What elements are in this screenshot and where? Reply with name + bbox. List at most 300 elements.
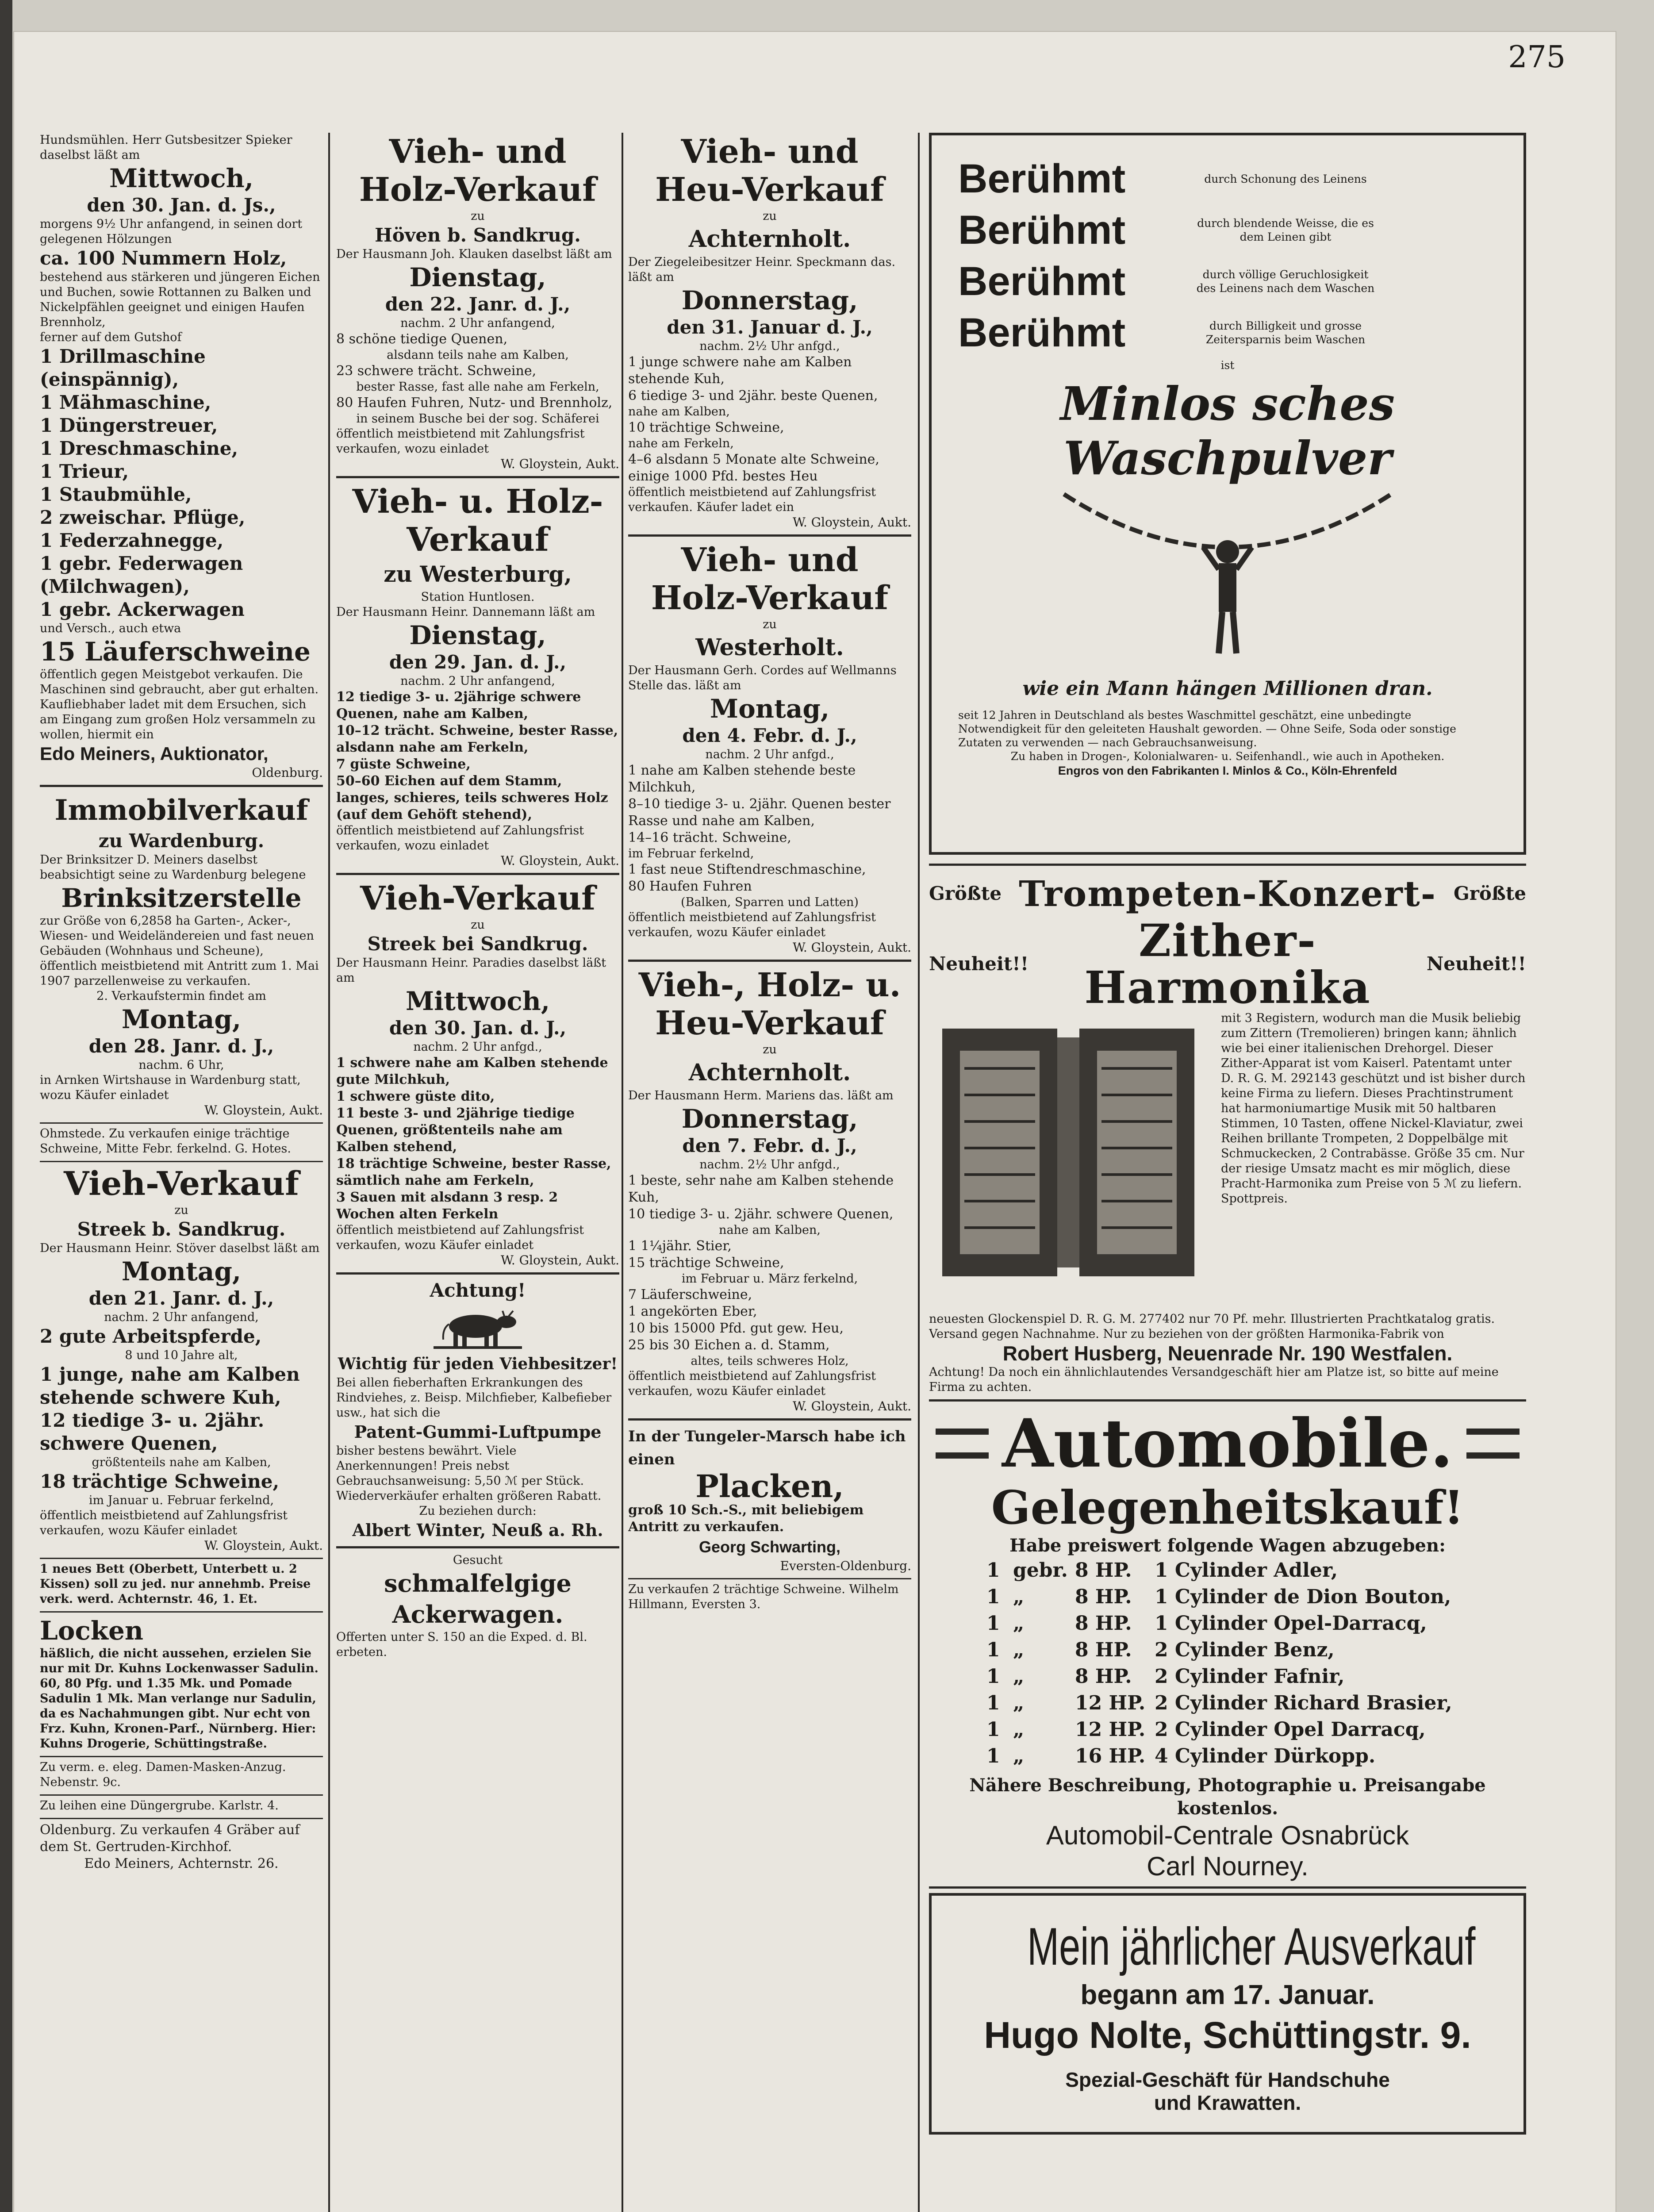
ad-zu: zu	[471, 209, 485, 223]
ad-automobile	[929, 1406, 1526, 1882]
ad-heading: Zither-Harmonika	[1084, 914, 1371, 1014]
ad-day: Donnerstag,	[681, 285, 858, 315]
auto-pre: „	[1013, 1639, 1025, 1661]
ber-ist: ist	[1220, 359, 1235, 372]
ad-heading: Immobilverkauf	[54, 794, 308, 827]
column-rule	[622, 133, 623, 2212]
z-neuheit: Neuheit!!	[1426, 953, 1526, 975]
ad-place: Achternholt.	[688, 226, 851, 253]
ad-day: Dienstag,	[409, 262, 546, 292]
ad-vieh-verkauf-streek-sandkrug	[336, 879, 619, 1268]
column-rule	[918, 133, 920, 2212]
auto-pre: „	[1013, 1745, 1025, 1767]
ad-signature: W. Gloystein, Aukt.	[792, 940, 911, 955]
ad-day: Donnerstag,	[681, 1104, 858, 1134]
ad-signature: Engros von den Fabrikanten I. Minlos & Co., Köln-Ehrenfeld	[1058, 764, 1397, 777]
auto-qty: 1	[986, 1586, 1000, 1608]
auto-hp: 12 HP.	[1075, 1718, 1146, 1741]
auto-pre: „	[1013, 1586, 1025, 1608]
ad-text: Der Hausmann Heinr. Stöver daselbst läßt am	[40, 1241, 320, 1255]
accordion-icon	[929, 1011, 1212, 1312]
ad-place: Achternholt.	[688, 1059, 851, 1086]
ber-row	[958, 153, 1497, 204]
ad-warning: Achtung! Da noch ein ähnlichlautendes Versandgeschäft hier am Platze ist, so bitte auf meine Firma zu achten.	[929, 1365, 1499, 1394]
ad-text: Der Hausmann Herm. Mariens das. läßt am	[628, 1089, 894, 1102]
divider	[336, 873, 619, 875]
ad-description: bestehend aus stärkeren und jüngeren Eichen und Buchen, sowie Rottannen zu Balken und Nickelpfählen geeignet und einigen Haufen Brennholz,	[40, 270, 320, 329]
ad-item-note: nahe am Kalben,	[719, 1223, 821, 1237]
ber-note: durch Schonung des Leinens	[1204, 172, 1367, 185]
z-groesste: Größte	[1453, 883, 1526, 904]
ad-heading: Vieh- und	[681, 133, 859, 171]
ber-note: durch völlige Geruchlosigkeit des Leinens nach dem Waschen	[1196, 268, 1375, 295]
ber-word: Berühmt	[958, 156, 1126, 201]
auto-pre: gebr.	[1013, 1559, 1068, 1582]
ad-waschpulver	[929, 133, 1526, 855]
ad-place: zu Westerburg,	[384, 561, 572, 587]
ad-item: 1 schwere nahe am Kalben stehende gute Milchkuh,	[336, 1055, 608, 1087]
ad-item: 1 junge, nahe am Kalben stehende schwere Kuh,	[40, 1363, 300, 1408]
ad-date: den 31. Januar d. J.,	[667, 316, 873, 338]
column-4	[929, 133, 1526, 2212]
ad-day: Montag,	[710, 694, 830, 724]
ad-heading: Placken,	[695, 1468, 844, 1505]
ad-day: Dienstag,	[409, 620, 546, 650]
ad-hundsmuehlen	[40, 133, 323, 780]
ad-ohmstede: Ohmstede. Zu verkaufen einige trächtige Schweine, Mitte Febr. ferkelnd. G. Hotes.	[40, 1127, 291, 1156]
z-header-row	[929, 914, 1526, 1014]
ad-text: öffentlich meistbietend auf Zahlungsfrist verkaufen, wozu Käufer einladet	[40, 1509, 288, 1537]
ad-pigs: 15 Läuferschweine	[40, 637, 311, 667]
divider	[628, 1418, 911, 1421]
ad-item: 10 trächtige Schweine,	[628, 420, 784, 435]
ad-time: nachm. 2 Uhr anfgd.,	[413, 1040, 542, 1054]
ad-text: öffentlich gegen Meistgebot verkaufen. Die Maschinen sind gebraucht, aber gut erhalten. Kaufliebhaber ladet mit dem Ersuchen, sich am Eingang zum großen Holz versammeln zu wollen, hiermit ein	[40, 668, 319, 741]
auto-pre: „	[1013, 1692, 1025, 1714]
divider	[40, 1756, 323, 1757]
ad-item: 1 angekörten Eber,	[628, 1304, 757, 1319]
ad-date: den 28. Janr. d. J.,	[88, 1035, 274, 1057]
ad-station: Station Huntlosen.	[421, 590, 535, 604]
ad-text: Spezial-Geschäft für Handschuhe	[1065, 2068, 1390, 2091]
ad-zu: zu	[471, 918, 485, 932]
auto-qty: 1	[986, 1665, 1000, 1688]
ad-graeber	[40, 1822, 323, 1872]
ad-schweine: Zu verkaufen 2 trächtige Schweine. Wilhelm Hillmann, Eversten 3.	[628, 1582, 899, 1611]
cow-icon	[434, 1302, 522, 1351]
ad-intro: Hundsmühlen. Herr Gutsbesitzer Spieker daselbst läßt am	[40, 133, 292, 162]
ad-item: 8–10 tiedige 3- u. 2jähr. Quenen bester Rasse und nahe am Kalben,	[628, 796, 891, 829]
ad-text: In der Tungeler-Marsch habe ich einen	[628, 1428, 906, 1468]
list-item	[986, 1663, 1526, 1690]
ad-item: 2 zweischar. Pflüge,	[40, 507, 246, 528]
ad-signature: Edo Meiners, Auktionator,	[40, 743, 269, 764]
ad-time: nachm. 2 Uhr anfgd.,	[705, 748, 834, 761]
ad-text: bisher bestens bewährt. Viele Anerkennungen! Preis nebst Gebrauchsanweisung: 5,50 ℳ per Stück. Wiederverkäufer erhalten größeren Rabatt.	[336, 1444, 602, 1503]
ad-heading: Wichtig für jeden Viehbesitzer!	[338, 1355, 618, 1373]
auto-qty: 1	[986, 1559, 1000, 1582]
ad-signature: Automobil-Centrale Osnabrück	[1046, 1820, 1409, 1850]
ad-subheading: zu Wardenburg.	[98, 830, 265, 852]
list-item	[986, 1637, 1526, 1663]
ber-word: Berühmt	[958, 207, 1126, 253]
ad-item: 6 tiedige 3- und 2jähr. beste Quenen,	[628, 388, 878, 403]
z-header-row	[929, 870, 1526, 917]
ad-signature: Edo Meiners, Achternstr. 26.	[84, 1856, 279, 1871]
ad-item-note: in seinem Busche bei der sog. Schäferei	[356, 412, 599, 426]
ad-text: öffentlich meistbietend auf Zahlungsfrist verkaufen, wozu Käufer einladet	[336, 1223, 584, 1252]
auto-qty: 1	[986, 1639, 1000, 1661]
ad-zither-harmonika	[929, 870, 1526, 1395]
ad-subheading: begann am 17. Januar.	[1080, 1980, 1375, 2010]
ad-locken	[40, 1615, 323, 1751]
ad-signature: W. Gloystein, Aukt.	[500, 457, 619, 471]
auto-qty: 1	[986, 1692, 1000, 1714]
ad-text: und Krawatten.	[1154, 2091, 1301, 2114]
ad-item: 1 gebr. Federwagen (Milchwagen),	[40, 553, 243, 597]
chain-icon	[1028, 485, 1427, 676]
ad-time: morgens 9½ Uhr anfangend, in seinen dort gelegenen Hölzungen	[40, 217, 303, 246]
ad-item-note: altes, teils schweres Holz,	[691, 1354, 849, 1368]
auto-model: 2 Cylinder Fafnir,	[1155, 1665, 1345, 1688]
ad-item: 1 Mähmaschine,	[40, 392, 211, 413]
ad-text: Oldenburg. Zu verkaufen 4 Gräber auf dem St. Gertruden-Kirchhof.	[40, 1822, 300, 1855]
divider	[336, 1546, 619, 1548]
ad-signature-place: Oldenburg.	[252, 765, 323, 780]
ad-more: und Versch., auch etwa	[40, 622, 181, 635]
ad-item: 18 trächtige Schweine,	[40, 1471, 280, 1492]
ad-heading: Verkauf	[407, 521, 549, 559]
ad-signature: Georg Schwarting,	[698, 1538, 841, 1556]
ad-item: 10–12 trächt. Schweine, bester Rasse, alsdann nahe am Ferkeln,	[336, 723, 618, 755]
divider	[628, 960, 911, 962]
column-1	[40, 133, 323, 2212]
ad-item: 1 Drillmaschine (einspännig),	[40, 346, 206, 390]
binding-gutter	[0, 0, 12, 2212]
ad-item: 80 Haufen Fuhren	[628, 879, 752, 894]
list-item	[986, 1610, 1526, 1637]
ad-text: groß 10 Sch.-S., mit beliebigem Antritt zu verkaufen.	[628, 1502, 864, 1535]
divider	[929, 864, 1526, 866]
ad-text: Der Hausmann Heinr. Paradies daselbst läßt am	[336, 956, 606, 985]
auto-model: 1 Cylinder de Dion Bouton,	[1155, 1586, 1451, 1608]
ad-item-note: nahe am Kalben,	[628, 405, 730, 419]
auto-pre: „	[1013, 1612, 1025, 1635]
ad-item: 10 bis 15000 Pfd. gut gew. Heu,	[628, 1321, 844, 1336]
ad-item-note: im Februar ferkelnd,	[628, 847, 754, 860]
ad-intro: Habe preiswert folgende Wagen abzugeben:	[1009, 1535, 1446, 1556]
ad-item: 80 Haufen Fuhren, Nutz- und Brennholz,	[336, 395, 613, 411]
ad-item-note: 8 und 10 Jahre alt,	[125, 1348, 238, 1362]
ad-heading: Vieh- u. Holz-	[352, 483, 603, 521]
list-item	[986, 1557, 1526, 1584]
ad-text: öffentlich meistbietend mit Zahlungsfrist verkaufen, wozu einladet	[336, 427, 585, 456]
ber-word: Berühmt	[958, 259, 1126, 304]
ber-row	[958, 307, 1497, 358]
ber-row	[958, 256, 1497, 307]
brand-tagline: wie ein Mann hängen Millionen dran.	[1022, 677, 1433, 700]
ad-bett: 1 neues Bett (Oberbett, Unterbett u. 2 Kissen) soll zu jed. nur annehmb. Preise verk. werd. Achternstr. 46, 1. Et.	[40, 1562, 311, 1606]
ad-ausverkauf	[929, 1893, 1526, 2135]
ad-heading: Automobile.	[1002, 1405, 1454, 1482]
ad-heading: Achtung!	[430, 1279, 526, 1301]
ad-heading: Holz-Verkauf	[651, 579, 889, 617]
ad-item-note: im Januar u. Februar ferkelnd,	[88, 1494, 274, 1507]
ad-date: den 29. Jan. d. J.,	[389, 651, 567, 673]
ad-signature: Albert Winter, Neuß a. Rh.	[352, 1520, 603, 1540]
column-3	[628, 133, 911, 2212]
ad-signature-place: Eversten-Oldenburg.	[780, 1559, 911, 1573]
list-item	[986, 1717, 1526, 1743]
auto-model: 2 Cylinder Opel Darracq,	[1155, 1718, 1426, 1741]
ad-availability: Zu haben in Drogen-, Kolonialwaren- u. Seifenhandl., wie auch in Apotheken.	[1010, 750, 1445, 763]
column-2	[336, 133, 619, 2212]
auto-hp: 12 HP.	[1075, 1692, 1146, 1714]
ad-term: 2. Verkaufstermin findet am	[96, 989, 266, 1003]
ad-heading: Heu-Verkauf	[655, 171, 884, 209]
ad-item: 7 Läuferschweine,	[628, 1287, 752, 1302]
ad-item: 1 Düngerstreuer,	[40, 415, 218, 436]
ad-text: häßlich, die nicht aussehen, erzielen Sie nur mit Dr. Kuhns Lockenwasser Sadulin. 60, 80 Pfg. und 1.35 Mk. und Pomade Sadulin 1 Mk. Man verlange nur Sadulin, da es Nachahmungen gibt. Nur echt von Frz. Kuhn, Kronen-Parf., Nürnberg. Hier: Kuhns Drogerie, Schüttingstraße.	[40, 1647, 319, 1751]
divider	[336, 476, 619, 478]
ad-item-note: im Februar u. März ferkelnd,	[681, 1272, 858, 1286]
divider	[336, 1272, 619, 1275]
divider	[628, 1578, 911, 1579]
ad-heading: Holz-Verkauf	[359, 171, 597, 209]
ad-more: Nähere Beschreibung, Photographie u. Preisangabe kostenlos.	[969, 1775, 1486, 1819]
ad-zu: zu	[763, 618, 777, 631]
ad-immobilverkauf	[40, 791, 323, 1118]
ad-date: den 4. Febr. d. J.,	[682, 725, 857, 746]
ad-place: Höven b. Sandkrug.	[375, 224, 581, 246]
ad-zu: zu	[763, 1043, 777, 1056]
ad-item: 1 gebr. Ackerwagen	[40, 599, 245, 620]
accordion-illustration	[929, 1011, 1212, 1312]
ad-headline: ca. 100 Nummern Holz,	[40, 247, 287, 269]
divider	[40, 785, 323, 787]
ad-heading: Vieh- und	[681, 541, 859, 579]
ad-text: Der Brinksitzer D. Meiners daselbst beabsichtigt seine zu Wardenburg belegene	[40, 853, 306, 882]
ad-heading: schmalfelgige Ackerwagen.	[384, 1569, 572, 1628]
equals-icon	[936, 1429, 989, 1459]
ad-vieh-holz-westerholt	[628, 541, 911, 955]
list-item	[986, 1690, 1526, 1717]
ad-item: 3 Sauen mit alsdann 3 resp. 2 Wochen alten Ferkeln	[336, 1190, 558, 1222]
ad-day: Mittwoch,	[405, 986, 550, 1016]
ad-time: nachm. 2½ Uhr anfgd.,	[699, 1158, 840, 1171]
ad-text: öffentlich meistbietend auf Zahlungsfrist verkaufen, wozu einladet	[336, 824, 584, 853]
ad-item: 12 tiedige 3- u. 2jähr. schwere Quenen,	[40, 1409, 265, 1454]
ad-heading: Heu-Verkauf	[655, 1004, 884, 1042]
auto-model: 2 Cylinder Benz,	[1155, 1639, 1335, 1661]
ad-item: 11 beste 3- und 2jährige tiedige Quenen, größtenteils nahe am Kalben stehend,	[336, 1106, 575, 1155]
z-neuheit: Neuheit!!	[929, 953, 1029, 975]
ad-from: Zu beziehen durch:	[419, 1504, 537, 1518]
ad-text: Der Hausmann Joh. Klauken daselbst läßt am	[336, 247, 612, 261]
ad-item-note: nahe am Ferkeln,	[628, 437, 734, 450]
ad-placken	[628, 1425, 911, 1574]
ad-time: nachm. 6 Uhr,	[138, 1058, 224, 1072]
ad-item: 23 schwere trächt. Schweine,	[336, 363, 537, 379]
ad-text: zur Größe von 6,2858 ha Garten-, Acker-, Wiesen- und Weideländereien und fast neuen Gebäuden (Wohnhaus und Scheune), öffentlich meistbietend mit Antritt zum 1. Mai 1907 parzellenweise zu verkaufen.	[40, 914, 319, 988]
divider	[40, 1122, 323, 1124]
ad-subheading: Gelegenheitskauf!	[991, 1480, 1464, 1535]
auto-qty: 1	[986, 1718, 1000, 1741]
ad-also: ferner auf dem Gutshof	[40, 330, 182, 344]
divider	[929, 1886, 1526, 1889]
ad-signature: W. Gloystein, Aukt.	[204, 1103, 323, 1118]
ad-product: Patent-Gummi-Luftpumpe	[354, 1422, 602, 1442]
ad-item: 12 tiedige 3- u. 2jährige schwere Quenen, nahe am Kalben,	[336, 689, 581, 722]
ad-item: 4–6 alsdann 5 Monate alte Schweine,	[628, 452, 879, 467]
ad-signature: W. Gloystein, Aukt.	[792, 1399, 911, 1413]
ad-item-note: (Balken, Sparren und Latten)	[681, 895, 859, 909]
auto-hp: 8 HP.	[1075, 1559, 1132, 1582]
ad-text: öffentlich meistbietend auf Zahlungsfrist verkaufen. Käufer ladet ein	[628, 485, 876, 514]
ad-time: nachm. 2½ Uhr anfgd.,	[699, 339, 840, 353]
ad-heading: Mein jährlicher Ausverkauf	[1027, 1917, 1476, 1976]
auto-model: 2 Cylinder Richard Brasier,	[1155, 1692, 1452, 1714]
ad-zu: zu	[763, 209, 777, 223]
ad-place: Streek b. Sandkrug.	[77, 1218, 286, 1240]
ber-note: durch Billigkeit und grosse Zeitersparnis beim Waschen	[1205, 319, 1366, 346]
ad-text: öffentlich meistbietend auf Zahlungsfrist verkaufen, wozu Käufer einladet	[628, 1369, 876, 1398]
divider	[40, 1161, 323, 1162]
brand-name: Minlos sches Waschpulver	[1060, 376, 1395, 485]
ad-heading: Vieh-Verkauf	[360, 879, 595, 918]
ad-text: Der Ziegeleibesitzer Heinr. Speckmann das. läßt am	[628, 255, 896, 284]
ad-time: nachm. 2 Uhr anfangend,	[104, 1310, 259, 1324]
auto-hp: 16 HP.	[1075, 1745, 1146, 1767]
ad-heading: Vieh-Verkauf	[64, 1165, 299, 1203]
ad-text: öffentlich meistbietend auf Zahlungsfrist verkaufen, wozu Käufer einladet	[628, 910, 876, 939]
ad-item: 1 Staubmühle,	[40, 484, 192, 505]
ad-vieh-holz-hoeven	[336, 133, 619, 472]
ad-item: 18 trächtige Schweine, bester Rasse, sämtlich nahe am Ferkeln,	[336, 1156, 611, 1188]
auto-hp: 8 HP.	[1075, 1586, 1132, 1608]
ad-ackerwagen	[336, 1553, 619, 1660]
ad-item: 1 Dreschmaschine,	[40, 438, 238, 459]
ad-item: 1 nahe am Kalben stehende beste Milchkuh,	[628, 763, 856, 795]
divider	[40, 1611, 323, 1613]
ad-vieh-verkauf-streek	[40, 1165, 323, 1553]
ad-item: einige 1000 Pfd. bestes Heu	[628, 469, 818, 484]
divider	[929, 1399, 1526, 1402]
ad-item: 1 beste, sehr nahe am Kalben stehende Kuh,	[628, 1173, 894, 1205]
ad-item-note: bester Rasse, fast alle nahe am Ferkeln,	[356, 380, 599, 394]
ad-vieh-heu-achternholt	[628, 133, 911, 530]
ad-date: den 21. Janr. d. J.,	[88, 1287, 274, 1309]
list-item	[986, 1743, 1526, 1770]
ad-item: 15 trächtige Schweine,	[628, 1255, 784, 1271]
page-number: 275	[1508, 40, 1566, 75]
divider	[40, 1794, 323, 1796]
ad-signature: Carl Nourney.	[1147, 1851, 1309, 1881]
ad-item: 10 tiedige 3- u. 2jähr. schwere Quenen,	[628, 1206, 894, 1222]
ad-text: Der Hausmann Heinr. Dannemann läßt am	[336, 605, 595, 619]
auto-model: 4 Cylinder Dürkopp.	[1155, 1745, 1376, 1767]
equals-icon	[1466, 1429, 1520, 1459]
ad-signature: W. Gloystein, Aukt.	[500, 853, 619, 868]
ad-text: Offerten unter S. 150 an die Exped. d. Bl. erbeten.	[336, 1630, 587, 1659]
ad-date: den 22. Janr. d. J.,	[385, 293, 571, 315]
ad-duengergrube: Zu leihen eine Düngergrube. Karlstr. 4.	[40, 1799, 279, 1813]
auto-model: 1 Cylinder Adler,	[1155, 1559, 1338, 1582]
ad-time: nachm. 2 Uhr anfangend,	[400, 674, 555, 688]
ad-item: 8 schöne tiedige Quenen,	[336, 331, 508, 347]
list-item	[986, 1584, 1526, 1610]
column-rule	[328, 133, 330, 2212]
auto-qty: 1	[986, 1612, 1000, 1635]
ad-item: 1 fast neue Stiftendreschmaschine,	[628, 862, 866, 877]
ad-text: Der Hausmann Gerh. Cordes auf Wellmanns Stelle das. läßt am	[628, 664, 897, 692]
ad-signature: Hugo Nolte, Schüttingstr. 9.	[984, 2014, 1471, 2056]
ad-text: neuesten Glockenspiel D. R. G. M. 277402 nur 70 Pf. mehr. Illustrierten Prachtkatalog gratis. Versand gegen Nachnahme. Nur zu beziehen von der größten Harmonika-Fabrik von	[929, 1312, 1495, 1341]
ad-date: den 30. Jan. d. J.,	[389, 1017, 567, 1039]
ad-item: 1 1¼jähr. Stier,	[628, 1238, 732, 1254]
ad-signature: Robert Husberg, Neuenrade Nr. 190 Westfalen.	[1002, 1342, 1453, 1365]
auto-list	[929, 1557, 1526, 1770]
ad-heading: Locken	[40, 1616, 144, 1646]
ad-place: Streek bei Sandkrug.	[367, 933, 588, 955]
ad-date: den 7. Febr. d. J.,	[682, 1135, 857, 1156]
ad-day: Montag,	[121, 1256, 242, 1286]
divider	[40, 1558, 323, 1559]
auto-header	[929, 1406, 1526, 1481]
ad-item: 1 schwere güste dito,	[336, 1089, 495, 1104]
ad-signature: W. Gloystein, Aukt.	[500, 1253, 619, 1267]
ad-text: mit 3 Registern, wodurch man die Musik beliebig zum Zittern (Tremolieren) bringen kann; ähnlich wie bei einer italienischen Drehorgel. Dieser Zither-Apparat ist vom Kaiserl. Patentamt unter D. R. G. M. 292143 geschützt und ist bisher durch keine Firma zu liefern. Dieses Prachtinstrument hat harmoniumartige Musik mit 50 haltbaren Stimmen, 10 Tasten, offene Nickel-Klaviatur, zwei Reihen brillante Trompeten, 2 Doppelbälge mit Schmuckecken, 2 Contrabässe. Größe 35 cm. Nur der riesige Umsatz macht es mir möglich, diese Pracht-Harmonika zum Preise von 5 ℳ zu liefern. Spottpreis.	[1221, 1011, 1526, 1206]
auto-pre: „	[1013, 1718, 1025, 1741]
ad-text: seit 12 Jahren in Deutschland als bestes Waschmittel geschätzt, eine unbedingte Notwendigkeit für den geleiteten Haushalt geworden. — Ohne Seife, Soda oder sonstige Zutaten zu verwenden — nach Gebrauchsanweisung.	[958, 709, 1456, 749]
ad-day: Montag,	[121, 1004, 242, 1034]
ad-item: 2 gute Arbeitspferde,	[40, 1325, 262, 1347]
ad-vieh-holz-heu-achternholt	[628, 966, 911, 1414]
ad-item: 25 bis 30 Eichen a. d. Stamm,	[628, 1337, 830, 1353]
ad-heading: Vieh-, Holz- u.	[638, 966, 901, 1004]
auto-qty: 1	[986, 1745, 1000, 1767]
ad-item-note: größtenteils nahe am Kalben,	[92, 1455, 271, 1469]
auto-hp: 8 HP.	[1075, 1612, 1132, 1635]
ad-vieh-holz-westerburg	[336, 483, 619, 868]
ber-word: Berühmt	[958, 310, 1126, 355]
ad-item: 1 Trieur,	[40, 461, 129, 482]
ad-heading: Trompeten-Konzert-	[1019, 873, 1436, 914]
auto-model: 1 Cylinder Opel-Darracq,	[1155, 1612, 1427, 1635]
ad-signature: W. Gloystein, Aukt.	[792, 515, 911, 530]
divider	[40, 1818, 323, 1819]
ad-item: 1 junge schwere nahe am Kalben stehende Kuh,	[628, 354, 852, 387]
ad-item: 14–16 trächt. Schweine,	[628, 830, 791, 845]
ad-signature: W. Gloystein, Aukt.	[204, 1538, 323, 1553]
ad-item-note: alsdann teils nahe am Kalben,	[387, 348, 569, 362]
ad-item: 50–60 Eichen auf dem Stamm, langes, schieres, teils schweres Holz (auf dem Gehöft stehend),	[336, 773, 608, 822]
ad-luftpumpe	[336, 1279, 619, 1542]
ad-item: 7 güste Schweine,	[336, 757, 471, 772]
z-body	[929, 1011, 1526, 1312]
ad-pre: Gesucht	[453, 1553, 503, 1567]
ad-place: Westerholt.	[695, 634, 844, 661]
ad-date: den 30. Jan. d. Js.,	[87, 194, 276, 216]
ad-item: 1 Federzahnegge,	[40, 530, 224, 551]
ad-zu: zu	[174, 1203, 188, 1217]
ad-maskenanzug: Zu verm. e. eleg. Damen-Masken-Anzug. Nebenstr. 9c.	[40, 1760, 286, 1789]
auto-pre: „	[1013, 1665, 1025, 1688]
ad-heading: Vieh- und	[389, 133, 567, 171]
ad-place: in Arnken Wirtshause in Wardenburg statt, wozu Käufer einladet	[40, 1073, 301, 1102]
hanging-man-illustration	[958, 485, 1497, 677]
divider	[628, 534, 911, 537]
